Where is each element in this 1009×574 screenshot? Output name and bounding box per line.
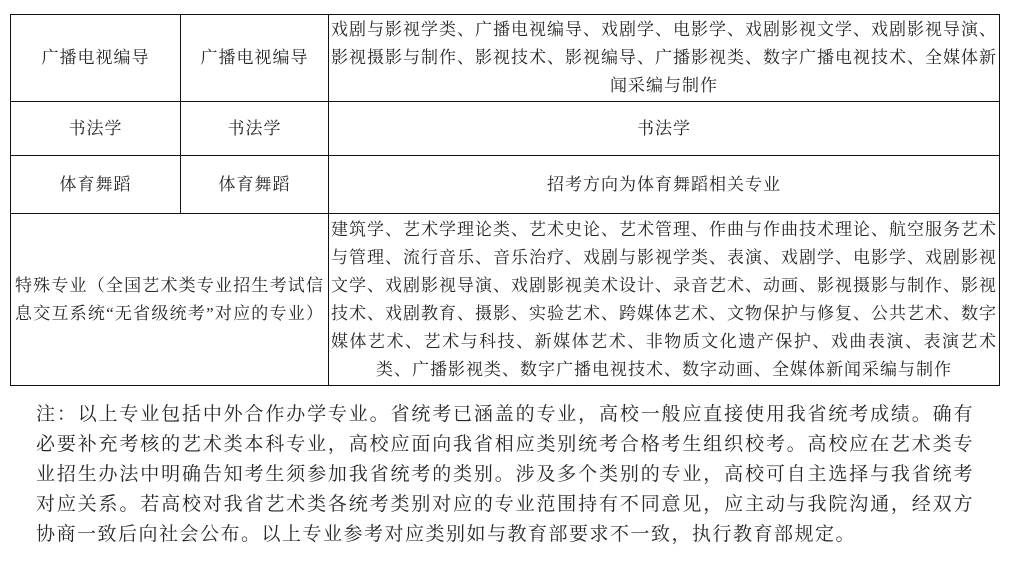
majors-mapping-table <box>10 14 1000 386</box>
special-majors-category-cell: 特殊专业（全国艺术类专业招生考试信息交互系统“无省级统考”对应的专业） <box>11 214 329 386</box>
major-category-cell: 广播电视编导 <box>11 15 181 102</box>
exam-category-cell: 体育舞蹈 <box>181 156 329 214</box>
corresponding-majors-cell: 戏剧与影视学类、广播电视编导、戏剧学、电影学、戏剧影视文学、戏剧影视导演、影视摄影与制作、影视技术、影视编导、广播影视类、数字广播电视技术、全媒体新闻采编与制作 <box>329 15 1000 102</box>
table-row-sport-dance <box>11 156 1000 214</box>
table-row-broadcast-directing <box>11 15 1000 102</box>
corresponding-majors-cell: 建筑学、艺术学理论类、艺术史论、艺术管理、作曲与作曲技术理论、航空服务艺术与管理、流行音乐、音乐治疗、戏剧与影视学类、表演、戏剧学、电影学、戏剧影视文学、戏剧影视导演、戏剧影视美术设计、录音艺术、动画、影视摄影与制作、影视技术、戏剧教育、摄影、实验艺术、跨媒体艺术、文物保护与修复、公共艺术、数字媒体艺术、艺术与科技、新媒体艺术、非物质文化遗产保护、戏曲表演、表演艺术类、广播影视类、数字广播电视技术、数字动画、全媒体新闻采编与制作 <box>329 214 1000 386</box>
exam-category-cell: 广播电视编导 <box>181 15 329 102</box>
exam-category-cell: 书法学 <box>181 102 329 156</box>
major-category-cell: 书法学 <box>11 102 181 156</box>
corresponding-majors-cell: 书法学 <box>329 102 1000 156</box>
table-row-special-majors <box>11 214 1000 386</box>
note-paragraph: 注：以上专业包括中外合作办学专业。省统考已涵盖的专业，高校一般应直接使用我省统考成绩。确有必要补充考核的艺术类本科专业，高校应面向我省相应类别统考合格考生组织校考。高校应在艺术类专业招生办法中明确告知考生须参加我省统考的类别。涉及多个类别的专业，高校可自主选择与我省统考对应关系。若高校对我省艺术类各统考类别对应的专业范围持有不同意见，应主动与我院沟通，经双方协商一致后向社会公布。以上专业参考对应类别如与教育部要求不一致，执行教育部规定。 <box>36 404 974 545</box>
table-row-calligraphy <box>11 102 1000 156</box>
major-category-cell: 体育舞蹈 <box>11 156 181 214</box>
corresponding-majors-cell: 招考方向为体育舞蹈相关专业 <box>329 156 1000 214</box>
